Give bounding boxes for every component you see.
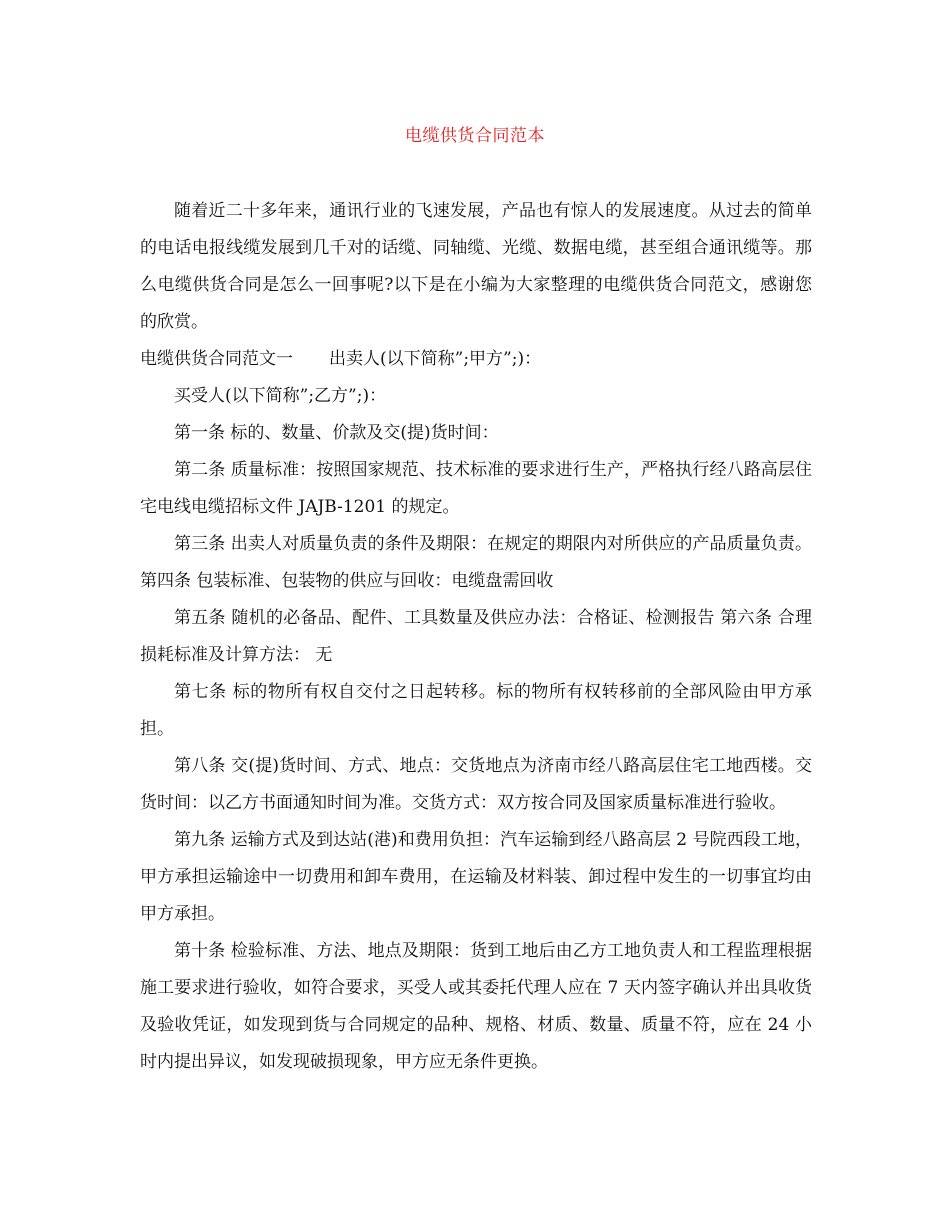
article-1: 第一条 标的、数量、价款及交(提)货时间： xyxy=(174,423,499,443)
article-10: 第十条 检验标准、方法、地点及期限：货到工地后由乙方工地负责人和工程监理根据施工要求进行验收，如符合要求，买受人或其委托代理人应在 7 天内签字确认并出具收货及验收凭证，如发现到货与合同规定的品种、规格、材质、数量、质量不符，应在 24 小时内提出异议，如发现破损现象，甲方应无条件更换。 xyxy=(140,941,812,1072)
article-5-6: 第五条 随机的必备品、配件、工具数量及供应办法：合格证、检测报告 第六条 合理损耗标准及计算方法： 无 xyxy=(140,608,812,665)
section-title: 电缆供货合同范文一 xyxy=(140,349,293,369)
buyer-clause: 买受人(以下简称”;乙方”;)： xyxy=(174,386,387,406)
article-2: 第二条 质量标准：按照国家规范、技术标准的要求进行生产，严格执行经八路高层住宅电线电缆招标文件 JAJB-1201 的规定。 xyxy=(140,460,812,517)
article-8: 第八条 交(提)货时间、方式、地点：交货地点为济南市经八路高层住宅工地西楼。交货时间：以乙方书面通知时间为准。交货方式：双方按合同及国家质量标准进行验收。 xyxy=(140,756,812,813)
seller-clause: 出卖人(以下简称”;甲方”;)： xyxy=(329,349,542,369)
article-9: 第九条 运输方式及到达站(港)和费用负担：汽车运输到经八路高层 2 号院西段工地，甲方承担运输途中一切费用和卸车费用，在运输及材料装、卸过程中发生的一切事宜均由甲方承担。 xyxy=(140,830,812,924)
article-3-4: 第三条 出卖人对质量负责的条件及期限：在规定的期限内对所供应的产品质量负责。 第四条 包装标准、包装物的供应与回收：电缆盘需回收 xyxy=(140,534,812,591)
section-heading-line xyxy=(140,341,812,378)
document-title: 电缆供货合同范本 xyxy=(405,126,545,146)
article-7: 第七条 标的物所有权自交付之日起转移。标的物所有权转移前的全部风险由甲方承担。 xyxy=(140,682,812,739)
intro-paragraph: 随着近二十多年来，通讯行业的飞速发展，产品也有惊人的发展速度。从过去的简单的电话电报线缆发展到几千对的话缆、同轴缆、光缆、数据电缆，甚至组合通讯缆等。那么电缆供货合同是怎么一回事呢?以下是在小编为大家整理的电缆供货合同范文，感谢您的欣赏。 xyxy=(140,201,812,332)
document-body xyxy=(140,193,812,1081)
